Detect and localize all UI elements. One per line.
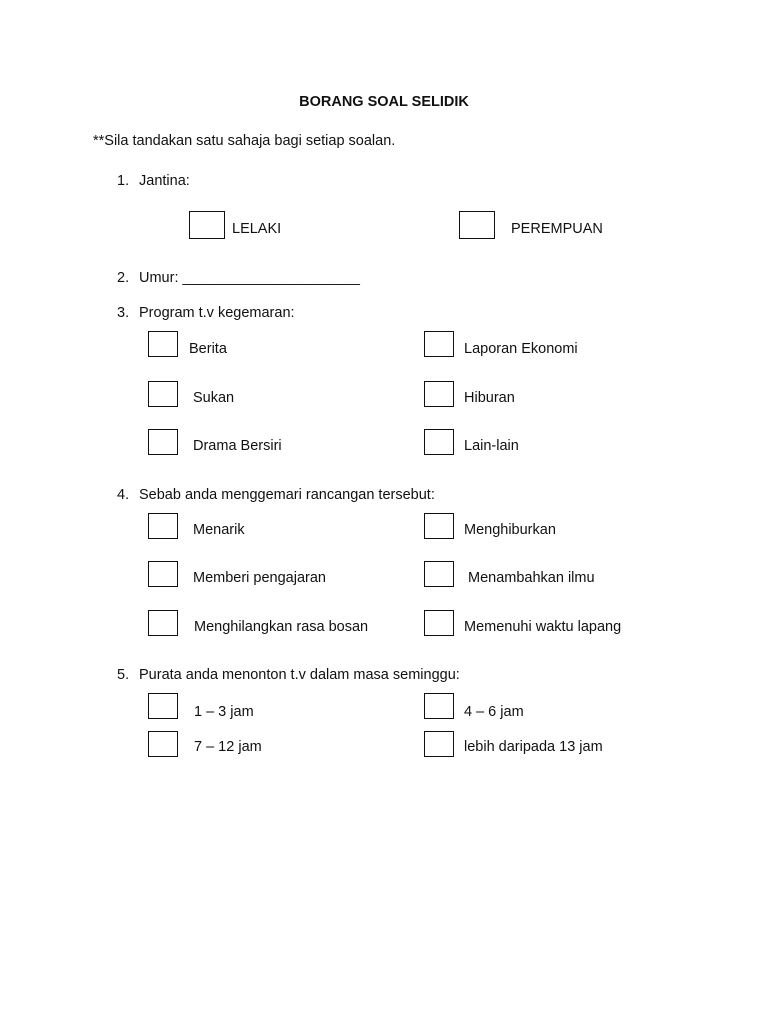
option-berita-label: Berita: [189, 341, 227, 357]
question-5: [117, 668, 460, 683]
question-3: [117, 306, 295, 321]
checkbox-memberi-pengajaran[interactable]: [148, 561, 178, 587]
checkbox-lelaki[interactable]: [189, 211, 225, 239]
question-3-number: 3.: [117, 305, 130, 321]
question-4-number: 4.: [117, 487, 130, 503]
checkbox-sukan[interactable]: [148, 381, 178, 407]
option-perempuan-label: PEREMPUAN: [511, 221, 603, 237]
checkbox-4-6-jam[interactable]: [424, 693, 454, 719]
option-7-12-jam-label: 7 – 12 jam: [194, 739, 262, 755]
option-menghiburkan-label: Menghiburkan: [464, 522, 556, 538]
question-2-label: Umur:: [139, 270, 179, 286]
question-1: [117, 174, 190, 189]
option-hiburan-label: Hiburan: [464, 390, 515, 406]
option-lain-lain-label: Lain-lain: [464, 438, 519, 454]
checkbox-1-3-jam[interactable]: [148, 693, 178, 719]
option-memberi-pengajaran-label: Memberi pengajaran: [193, 570, 326, 586]
option-menambahkan-ilmu-label: Menambahkan ilmu: [468, 570, 595, 586]
checkbox-menghilangkan-rasa-bosan[interactable]: [148, 610, 178, 636]
checkbox-berita[interactable]: [148, 331, 178, 357]
checkbox-menghiburkan[interactable]: [424, 513, 454, 539]
option-lelaki-label: LELAKI: [232, 221, 282, 237]
option-4-6-jam-label: 4 – 6 jam: [464, 704, 524, 720]
option-sukan-label: Sukan: [193, 390, 235, 406]
checkbox-menarik[interactable]: [148, 513, 178, 539]
option-laporan-ekonomi-label: Laporan Ekonomi: [464, 341, 578, 357]
question-1-label: Jantina:: [139, 173, 190, 189]
checkbox-drama-bersiri[interactable]: [148, 429, 178, 455]
option-1-3-jam-label: 1 – 3 jam: [194, 704, 254, 720]
option-menghilangkan-rasa-bosan-label: Menghilangkan rasa bosan: [194, 619, 369, 635]
option-memenuhi-waktu-lapang-label: Memenuhi waktu lapang: [464, 619, 622, 635]
option-drama-bersiri-label: Drama Bersiri: [193, 438, 282, 454]
question-1-number: 1.: [117, 173, 130, 189]
question-2: [117, 271, 360, 286]
umur-input-line[interactable]: ______________________: [182, 270, 360, 286]
checkbox-hiburan[interactable]: [424, 381, 454, 407]
checkbox-lain-lain[interactable]: [424, 429, 454, 455]
question-4: [117, 488, 435, 503]
checkbox-laporan-ekonomi[interactable]: [424, 331, 454, 357]
question-5-number: 5.: [117, 667, 130, 683]
question-2-number: 2.: [117, 270, 130, 286]
option-lebih-13-jam-label: lebih daripada 13 jam: [464, 739, 603, 755]
checkbox-menambahkan-ilmu[interactable]: [424, 561, 454, 587]
checkbox-lebih-13-jam[interactable]: [424, 731, 454, 757]
question-4-label: Sebab anda menggemari rancangan tersebut:: [139, 487, 435, 503]
instruction-text: **Sila tandakan satu sahaja bagi setiap soalan.: [93, 133, 396, 149]
question-3-label: Program t.v kegemaran:: [139, 305, 295, 321]
checkbox-memenuhi-waktu-lapang[interactable]: [424, 610, 454, 636]
form-title: BORANG SOAL SELIDIK: [299, 94, 469, 110]
checkbox-7-12-jam[interactable]: [148, 731, 178, 757]
checkbox-perempuan[interactable]: [459, 211, 495, 239]
option-menarik-label: Menarik: [193, 522, 245, 538]
question-5-label: Purata anda menonton t.v dalam masa seminggu:: [139, 667, 460, 683]
